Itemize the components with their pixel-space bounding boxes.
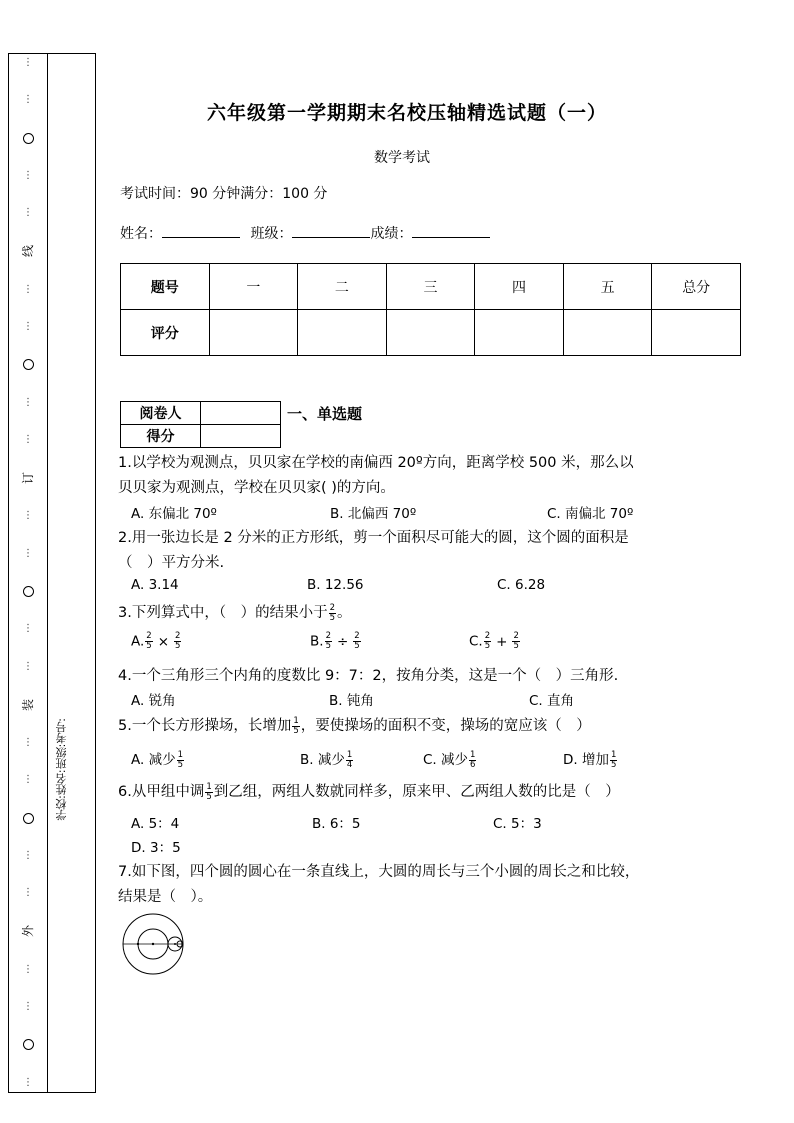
option-label: B. 减少 bbox=[300, 752, 345, 768]
center-dot bbox=[174, 943, 176, 945]
question-5-option-c[interactable] bbox=[423, 748, 477, 770]
question-1-line-1: 1.以学校为观测点，贝贝家在学校的南偏西 20º方向，距离学校 500 米，那么以 bbox=[118, 455, 634, 471]
dotted-line: ⋮ bbox=[23, 849, 33, 861]
reviewer-cell[interactable] bbox=[201, 402, 281, 425]
center-dot bbox=[152, 943, 154, 945]
question-2-option-c[interactable]: C. 6.28 bbox=[497, 577, 546, 593]
question-3-suffix: 。 bbox=[337, 605, 352, 621]
question-1-option-a[interactable]: A. 东偏北 70º bbox=[131, 506, 217, 522]
question-5-option-a[interactable] bbox=[131, 748, 185, 770]
dotted-line: ⋮ bbox=[23, 887, 33, 899]
question-3-prefix: 3.下列算式中，（ ）的结果小于 bbox=[118, 605, 328, 621]
column-header: 五 bbox=[563, 264, 652, 310]
table-row bbox=[121, 402, 281, 425]
fraction-numerator: 2 bbox=[329, 602, 336, 613]
student-info-label: 学校:姓名:班级:考号: bbox=[55, 718, 68, 821]
row-label: 评分 bbox=[121, 310, 210, 356]
fraction-numerator: 2 bbox=[175, 631, 181, 641]
score-blank[interactable] bbox=[412, 223, 490, 238]
dotted-line: ⋮ bbox=[23, 433, 33, 445]
fraction-numerator: 1 bbox=[470, 749, 476, 760]
dotted-line: ⋮ bbox=[23, 57, 33, 68]
question-6-text bbox=[118, 780, 620, 802]
exam-subject: 数学考试 bbox=[374, 150, 430, 166]
fraction bbox=[346, 751, 353, 770]
column-header: 一 bbox=[209, 264, 298, 310]
grader-score-label: 得分 bbox=[121, 425, 201, 448]
dotted-line: ⋮ bbox=[23, 774, 33, 786]
fraction bbox=[205, 783, 212, 802]
question-4-option-c[interactable]: C. 直角 bbox=[529, 693, 575, 709]
dotted-line: ⋮ bbox=[23, 1076, 33, 1088]
seal-word-line: 线 bbox=[20, 245, 35, 258]
circle-mark bbox=[23, 133, 34, 144]
dotted-line: ⋮ bbox=[23, 510, 33, 522]
circle-mark bbox=[23, 813, 34, 824]
question-4-text: 4.一个三角形三个内角的度数比 9：7：2，按角分类，这是一个（ ）三角形. bbox=[118, 668, 619, 684]
question-1-line-2: 贝贝家为观测点，学校在贝贝家( )的方向。 bbox=[118, 480, 395, 496]
dotted-line: ⋮ bbox=[23, 94, 33, 106]
fraction-numerator: 1 bbox=[610, 749, 617, 760]
option-label: A. 减少 bbox=[131, 752, 176, 768]
fraction bbox=[329, 604, 336, 623]
dotted-line: ⋮ bbox=[23, 737, 33, 749]
fraction bbox=[177, 751, 184, 770]
row-label: 题号 bbox=[121, 264, 210, 310]
operator: ÷ bbox=[336, 633, 349, 650]
fraction-numerator: 2 bbox=[354, 631, 360, 641]
dotted-line: ⋮ bbox=[23, 169, 33, 181]
binding-margin-divider bbox=[47, 53, 48, 1093]
fraction-denominator: 4 bbox=[346, 759, 353, 770]
fraction-numerator: 2 bbox=[484, 631, 491, 641]
name-blank[interactable] bbox=[162, 223, 240, 238]
question-2-line-1: 2.用一张边长是 2 分米的正方形纸，剪一个面积尽可能大的圆，这个圆的面积是 bbox=[118, 530, 629, 546]
class-blank[interactable] bbox=[292, 223, 370, 238]
fraction-denominator: 5 bbox=[293, 725, 299, 736]
question-6-suffix: 到乙组，两组人数就同样多，原来甲、乙两组人数的比是（ ） bbox=[213, 784, 620, 800]
table-row bbox=[121, 310, 741, 356]
dotted-line: ⋮ bbox=[23, 207, 33, 219]
fraction bbox=[484, 632, 491, 651]
fraction bbox=[353, 632, 360, 651]
option-label: C. bbox=[469, 633, 483, 650]
fraction bbox=[292, 717, 299, 736]
table-row bbox=[121, 425, 281, 448]
score-cell[interactable] bbox=[563, 310, 652, 356]
fraction-numerator: 2 bbox=[513, 631, 519, 641]
fraction-denominator: 5 bbox=[513, 641, 519, 651]
dotted-line: ⋮ bbox=[23, 623, 33, 635]
dotted-line: ⋮ bbox=[23, 396, 33, 408]
section-title: 一、单选题 bbox=[287, 405, 363, 423]
circles-figure bbox=[120, 912, 188, 976]
question-6-option-c[interactable]: C. 5：3 bbox=[493, 816, 542, 832]
question-3-text bbox=[118, 601, 352, 623]
dotted-line: ⋮ bbox=[23, 320, 33, 332]
fraction-numerator: 1 bbox=[346, 749, 353, 760]
question-4-option-a[interactable]: A. 锐角 bbox=[131, 693, 176, 709]
column-header: 四 bbox=[475, 264, 564, 310]
seal-word-outer: 外 bbox=[20, 925, 35, 938]
circle-mark bbox=[23, 1039, 34, 1050]
grader-score-cell[interactable] bbox=[201, 425, 281, 448]
circle-mark bbox=[23, 359, 34, 370]
question-1-option-b[interactable]: B. 北偏西 70º bbox=[330, 506, 417, 522]
question-5-suffix: ，要使操场的面积不变，操场的宽应该（ ） bbox=[300, 718, 591, 734]
question-2-line-2: （ ）平方分米. bbox=[118, 555, 225, 571]
fraction-denominator: 5 bbox=[177, 759, 184, 770]
fraction-numerator: 1 bbox=[177, 749, 184, 760]
question-3-option-b[interactable] bbox=[310, 632, 362, 651]
option-label: C. 减少 bbox=[423, 752, 469, 768]
score-cell[interactable] bbox=[386, 310, 475, 356]
option-label: B. bbox=[310, 633, 324, 650]
seal-line-strip bbox=[14, 58, 42, 1088]
fraction bbox=[610, 751, 617, 770]
fraction-denominator: 5 bbox=[329, 612, 336, 623]
question-6-option-a[interactable]: A. 5：4 bbox=[131, 816, 180, 832]
question-4-option-b[interactable]: B. 钝角 bbox=[329, 693, 374, 709]
dotted-line: ⋮ bbox=[23, 283, 33, 295]
question-3-option-a[interactable] bbox=[131, 632, 182, 651]
circle-mark bbox=[23, 586, 34, 597]
fraction-denominator: 5 bbox=[484, 641, 491, 651]
fraction-denominator: 6 bbox=[470, 759, 476, 770]
dotted-line: ⋮ bbox=[23, 1001, 33, 1013]
name-label: 姓名： bbox=[120, 226, 162, 242]
fraction bbox=[512, 632, 519, 651]
question-6-option-b[interactable]: B. 6：5 bbox=[312, 816, 361, 832]
score-cell[interactable] bbox=[475, 310, 564, 356]
fraction bbox=[145, 632, 152, 651]
dotted-line: ⋮ bbox=[23, 963, 33, 975]
grader-box bbox=[120, 401, 281, 448]
score-label: 成绩： bbox=[370, 226, 413, 242]
question-2-option-b[interactable]: B. 12.56 bbox=[307, 577, 364, 593]
score-cell[interactable] bbox=[298, 310, 387, 356]
fraction-numerator: 1 bbox=[206, 781, 212, 792]
question-5-option-b[interactable] bbox=[300, 748, 354, 770]
fraction-numerator: 2 bbox=[146, 631, 152, 641]
question-3-option-c[interactable] bbox=[469, 632, 521, 651]
fraction-denominator: 5 bbox=[325, 641, 331, 651]
question-7-line-1: 7.如下图，四个圆的圆心在一条直线上，大圆的周长与三个小圆的周长之和比较， bbox=[118, 864, 640, 880]
fraction bbox=[174, 632, 181, 651]
option-label: D. 增加 bbox=[563, 752, 609, 768]
seal-word-bind: 订 bbox=[20, 472, 35, 485]
fraction bbox=[469, 751, 476, 770]
question-5-option-d[interactable] bbox=[563, 748, 618, 770]
student-fields bbox=[120, 223, 490, 243]
score-table bbox=[120, 263, 741, 356]
question-5-prefix: 5.一个长方形操场，长增加 bbox=[118, 718, 292, 734]
reviewer-label: 阅卷人 bbox=[121, 402, 201, 425]
class-label: 班级： bbox=[250, 226, 293, 242]
exam-time-info: 考试时间：90 分钟满分：100 分 bbox=[120, 186, 328, 202]
dotted-line: ⋮ bbox=[23, 660, 33, 672]
option-label: A. bbox=[131, 633, 145, 650]
question-2-option-a[interactable]: A. 3.14 bbox=[131, 577, 179, 593]
column-header: 三 bbox=[386, 264, 475, 310]
operator: × bbox=[157, 633, 170, 650]
seal-word-install: 装 bbox=[20, 698, 35, 711]
question-1-option-c[interactable]: C. 南偏北 70º bbox=[547, 506, 634, 522]
question-7-line-2: 结果是（ ）。 bbox=[118, 889, 213, 905]
column-header: 总分 bbox=[652, 264, 741, 310]
fraction-denominator: 5 bbox=[146, 641, 152, 651]
fraction-denominator: 5 bbox=[354, 641, 360, 651]
question-6-option-d[interactable]: D. 3：5 bbox=[131, 840, 181, 856]
column-header: 二 bbox=[298, 264, 387, 310]
operator: + bbox=[496, 633, 508, 650]
exam-title: 六年级第一学期期末名校压轴精选试题（一） bbox=[206, 102, 607, 124]
fraction bbox=[325, 632, 332, 651]
question-5-text bbox=[118, 714, 591, 736]
fraction-numerator: 1 bbox=[293, 715, 299, 726]
center-dot bbox=[137, 943, 139, 945]
fraction-denominator: 5 bbox=[206, 791, 212, 802]
dotted-line: ⋮ bbox=[23, 547, 33, 559]
fraction-denominator: 5 bbox=[610, 759, 617, 770]
table-row bbox=[121, 264, 741, 310]
score-cell[interactable] bbox=[652, 310, 741, 356]
fraction-numerator: 2 bbox=[325, 631, 331, 641]
fraction-denominator: 5 bbox=[175, 641, 181, 651]
score-cell[interactable] bbox=[209, 310, 298, 356]
question-6-prefix: 6.从甲组中调 bbox=[118, 784, 205, 800]
